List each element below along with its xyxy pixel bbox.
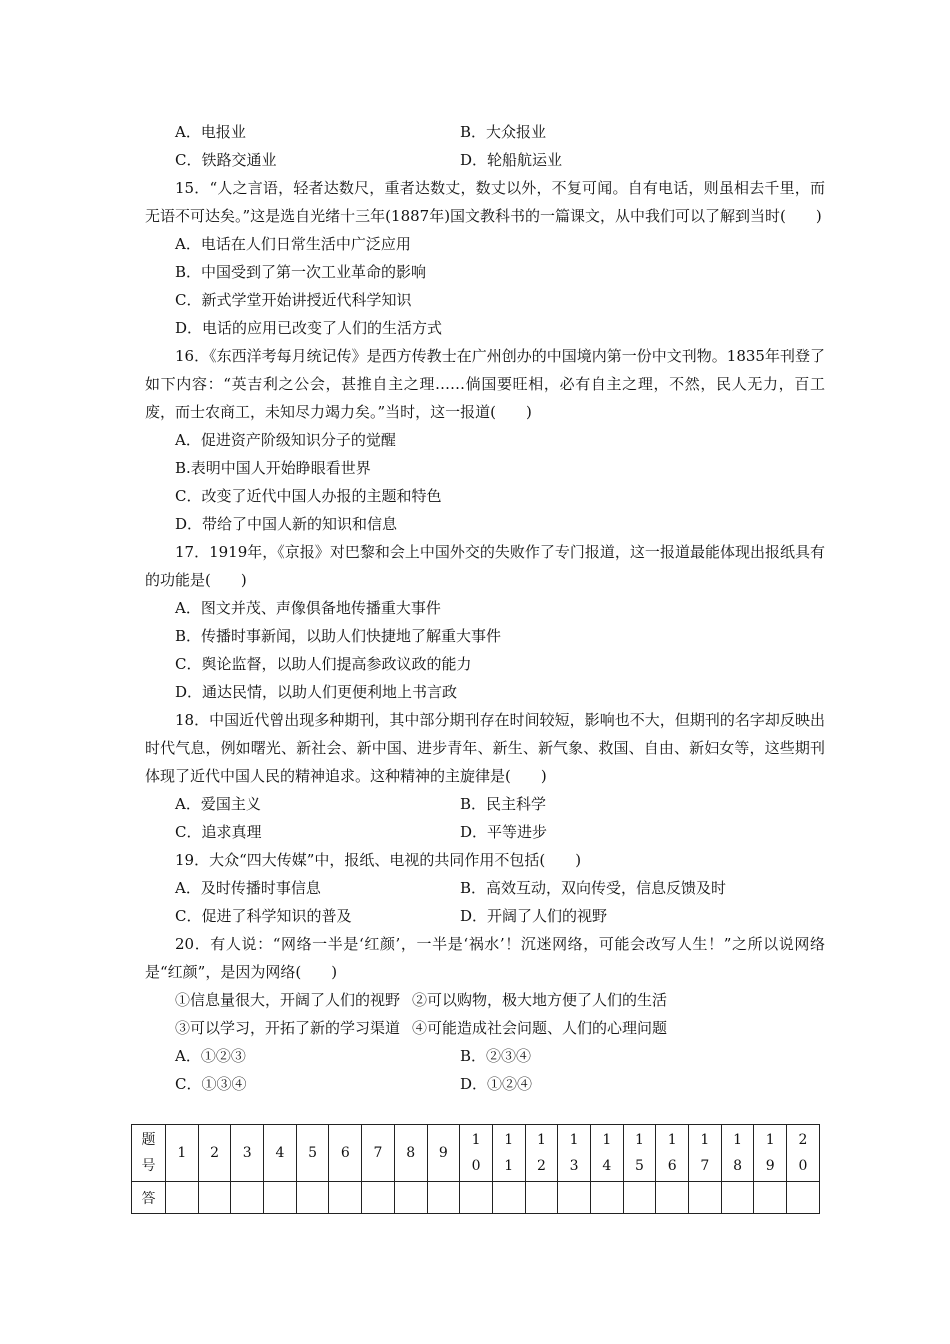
q17-option-a: A．图文并茂、声像俱备地传播重大事件 xyxy=(175,599,441,617)
question-number: 2 xyxy=(210,1145,219,1161)
question-number: 9 xyxy=(438,1145,448,1161)
question-number: 14 xyxy=(602,1132,612,1174)
question-number-cell xyxy=(394,1125,427,1182)
q18-options-row-1 xyxy=(145,790,825,818)
q20-statement-4: ④可能造成社会问题、人们的心理问题 xyxy=(412,1019,668,1037)
q14-options-row-1 xyxy=(145,118,825,146)
q14-option-c: C．铁路交通业 xyxy=(175,151,277,169)
question-number-cell xyxy=(198,1125,231,1182)
question-number: 6 xyxy=(340,1145,350,1161)
q20-stem: 20．有人说：“网络一半是‘红颜’，一半是‘祸水’！沉迷网络，可能会改写人生！”之所以说网络是“红颜”，是因为网络( ) xyxy=(145,935,825,981)
q20-statement-2: ②可以购物，极大地方便了人们的生活 xyxy=(412,991,668,1009)
question-number: 4 xyxy=(275,1145,285,1161)
q16-stem: 16．《东西洋考每月统记传》是西方传教士在广州创办的中国境内第一份中文刊物。1835年刊登了如下内容：“英吉利之公会，甚推自主之理……倘国要旺相，必有自主之理，不然，民人无力，百工废，而士农商工，未知尽力竭力矣。”当时，这一报道( ) xyxy=(145,347,825,421)
question-number-cell xyxy=(787,1125,820,1182)
q15-option-b: B．中国受到了第一次工业革命的影响 xyxy=(175,263,427,281)
answer-label: 答 xyxy=(132,1182,166,1214)
answer-cell[interactable] xyxy=(198,1182,231,1214)
question-number: 19 xyxy=(765,1132,775,1174)
answer-cell[interactable] xyxy=(427,1182,460,1214)
question-number: 10 xyxy=(471,1132,481,1174)
question-number-cell xyxy=(264,1125,297,1182)
question-number: 20 xyxy=(798,1132,808,1174)
question-number: 3 xyxy=(242,1145,252,1161)
q15-stem: 15．“人之言语，轻者达数尺，重者达数丈，数丈以外，不复可闻。自有电话，则虽相去千里，而无语不可达矣。”这是选自光绪十三年(1887年)国文教科书的一篇课文，从中我们可以了解到当时( ) xyxy=(145,179,825,225)
answer-cell[interactable] xyxy=(166,1182,199,1214)
question-number-cell xyxy=(460,1125,493,1182)
q14-option-b: B．大众报业 xyxy=(460,123,547,141)
q20-statements-row-2 xyxy=(145,1014,825,1042)
question-number: 5 xyxy=(308,1145,318,1161)
question-number: 18 xyxy=(733,1132,742,1174)
answer-cell[interactable] xyxy=(492,1182,525,1214)
question-number-cell xyxy=(754,1125,787,1182)
answer-table xyxy=(131,1124,820,1214)
q16-option-d: D．带给了中国人新的知识和信息 xyxy=(175,515,398,533)
question-number-cell xyxy=(492,1125,525,1182)
answer-cell[interactable] xyxy=(558,1182,591,1214)
q16-option-c: C．改变了近代中国人办报的主题和特色 xyxy=(175,487,442,505)
q19-stem: 19．大众“四大传媒”中，报纸、电视的共同作用不包括( ) xyxy=(175,851,582,869)
q17-option-b: B．传播时事新闻，以助人们快捷地了解重大事件 xyxy=(175,627,502,645)
q19-options-row-2 xyxy=(145,902,825,930)
q20-option-d: D．①②④ xyxy=(460,1075,533,1093)
question-number-label-text: 题号 xyxy=(141,1132,156,1174)
q20-statement-3: ③可以学习，开拓了新的学习渠道 xyxy=(175,1019,401,1037)
q18-stem: 18．中国近代曾出现多种期刊，其中部分期刊存在时间较短，影响也不大，但期刊的名字却反映出时代气息，例如曙光、新社会、新中国、进步青年、新生、新气象、救国、自由、新妇女等，这些期刊体现了近代中国人民的精神追求。这种精神的主旋律是( ) xyxy=(145,711,825,785)
answer-cell[interactable] xyxy=(721,1182,754,1214)
q15-option-c: C．新式学堂开始讲授近代科学知识 xyxy=(175,291,412,309)
q14-options-row-2 xyxy=(145,146,825,174)
q18-option-c: C．追求真理 xyxy=(175,823,262,841)
answer-cell[interactable] xyxy=(525,1182,558,1214)
question-number-cell xyxy=(590,1125,623,1182)
answer-cell[interactable] xyxy=(590,1182,623,1214)
answer-cell[interactable] xyxy=(460,1182,493,1214)
answer-cell[interactable] xyxy=(623,1182,656,1214)
answer-cell[interactable] xyxy=(787,1182,820,1214)
q20-option-a: A．①②③ xyxy=(175,1047,246,1065)
q19-option-c: C．促进了科学知识的普及 xyxy=(175,907,352,925)
question-number: 1 xyxy=(177,1145,187,1161)
answer-cell[interactable] xyxy=(394,1182,427,1214)
question-number: 12 xyxy=(536,1132,546,1174)
answer-table-header-row xyxy=(132,1125,820,1182)
question-number-cell xyxy=(656,1125,689,1182)
q18-option-b: B．民主科学 xyxy=(460,795,547,813)
q20-options-row-2 xyxy=(145,1070,825,1098)
q20-option-c: C．①③④ xyxy=(175,1075,247,1093)
q17-stem: 17．1919年，《京报》对巴黎和会上中国外交的失败作了专门报道，这一报道最能体现出报纸具有的功能是( ) xyxy=(145,543,825,589)
question-number-cell xyxy=(231,1125,264,1182)
q14-option-d: D．轮船航运业 xyxy=(460,151,563,169)
q18-options-row-2 xyxy=(145,818,825,846)
question-number-label xyxy=(132,1125,166,1182)
question-number-cell xyxy=(362,1125,395,1182)
question-number: 8 xyxy=(406,1145,416,1161)
q19-option-b: B．高效互动，双向传受，信息反馈及时 xyxy=(460,879,727,897)
q15-option-a: A．电话在人们日常生活中广泛应用 xyxy=(175,235,411,253)
answer-cell[interactable] xyxy=(754,1182,787,1214)
question-number: 13 xyxy=(569,1132,579,1174)
q16-option-a: A．促进资产阶级知识分子的觉醒 xyxy=(175,431,396,449)
q19-options-row-1 xyxy=(145,874,825,902)
q17-option-d: D．通达民情，以助人们更便利地上书言政 xyxy=(175,683,458,701)
q14-option-a: A．电报业 xyxy=(175,123,246,141)
question-number-cell xyxy=(329,1125,362,1182)
q20-statements-row-1 xyxy=(145,986,825,1014)
question-number: 17 xyxy=(700,1132,710,1174)
question-number: 16 xyxy=(667,1132,677,1174)
answer-cell[interactable] xyxy=(689,1182,722,1214)
question-number-cell xyxy=(296,1125,329,1182)
question-number-cell xyxy=(623,1125,656,1182)
q18-option-a: A．爱国主义 xyxy=(175,795,261,813)
question-number-cell xyxy=(689,1125,722,1182)
answer-cell[interactable] xyxy=(329,1182,362,1214)
q19-option-a: A．及时传播时事信息 xyxy=(175,879,321,897)
question-number: 15 xyxy=(635,1132,644,1174)
answer-cell[interactable] xyxy=(231,1182,264,1214)
question-number-cell xyxy=(558,1125,591,1182)
q20-options-row-1 xyxy=(145,1042,825,1070)
answer-table-answer-row xyxy=(132,1182,820,1214)
question-number-cell xyxy=(166,1125,199,1182)
q16-option-b: B.表明中国人开始睁眼看世界 xyxy=(175,459,371,477)
q15-option-d: D．电话的应用已改变了人们的生活方式 xyxy=(175,319,443,337)
answer-cell[interactable] xyxy=(656,1182,689,1214)
question-number: 7 xyxy=(373,1145,383,1161)
q20-option-b: B．②③④ xyxy=(460,1047,532,1065)
answer-cell[interactable] xyxy=(362,1182,395,1214)
question-number-cell xyxy=(721,1125,754,1182)
q20-statement-1: ①信息量很大，开阔了人们的视野 xyxy=(175,991,401,1009)
answer-cell[interactable] xyxy=(296,1182,329,1214)
q17-option-c: C．舆论监督，以助人们提高参政议政的能力 xyxy=(175,655,472,673)
question-number-cell xyxy=(525,1125,558,1182)
q18-option-d: D．平等进步 xyxy=(460,823,548,841)
question-number: 11 xyxy=(504,1132,514,1174)
question-number-cell xyxy=(427,1125,460,1182)
answer-cell[interactable] xyxy=(264,1182,297,1214)
exam-page xyxy=(145,118,825,1098)
q19-option-d: D．开阔了人们的视野 xyxy=(460,907,608,925)
